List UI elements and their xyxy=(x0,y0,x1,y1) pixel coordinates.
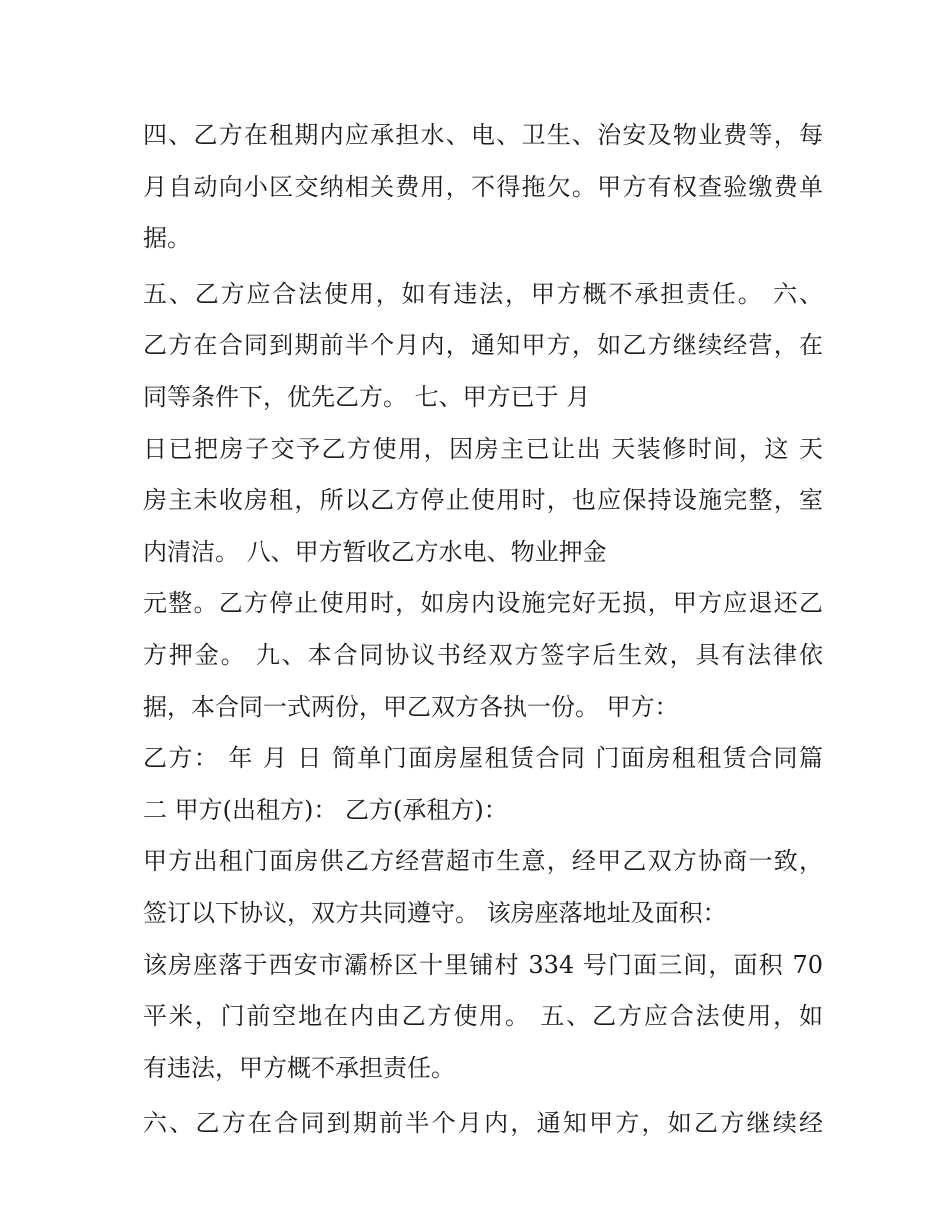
text-line: 五、乙方应合法使用，如有违法，甲方概不承担责任。 六、 xyxy=(143,279,823,308)
text-line: 二 甲方(出租方)： 乙方(承租方)： xyxy=(143,795,508,824)
text-line: 据，本合同一式两份，甲乙双方各执一份。 甲方： xyxy=(143,692,679,721)
text-line: 四、乙方在租期内应承担水、电、卫生、治安及物业费等，每 xyxy=(143,121,823,149)
text-line: 方押金。 九、本合同协议书经双方签字后生效，具有法律依 xyxy=(143,640,823,669)
text-line: 乙方： 年 月 日 简单门面房屋租赁合同 门面房租租赁合同篇 xyxy=(143,744,823,773)
text-line: 据。 xyxy=(143,224,191,253)
text-line: 平米，门前空地在内由乙方使用。 五、乙方应合法使用，如 xyxy=(143,1002,823,1031)
text-line: 房主未收房租，所以乙方停止使用时，也应保持设施完整，室 xyxy=(143,486,823,515)
text-line: 甲方出租门面房供乙方经营超市生意，经甲乙双方协商一致， xyxy=(143,847,823,876)
text-line: 元整。乙方停止使用时，如房内设施完好无损，甲方应退还乙 xyxy=(143,589,823,618)
text-line: 该房座落于西安市灞桥区十里铺村 334 号门面三间，面积 70 xyxy=(143,950,823,979)
text-line: 有违法，甲方概不承担责任。 xyxy=(143,1053,455,1082)
text-line: 月自动向小区交纳相关费用，不得拖欠。甲方有权查验缴费单 xyxy=(143,172,823,201)
text-line: 日已把房子交予乙方使用，因房主已让出 天装修时间，这 天 xyxy=(143,434,823,463)
text-line: 签订以下协议，双方共同遵守。 该房座落地址及面积： xyxy=(143,898,727,927)
text-line: 六、乙方在合同到期前半个月内，通知甲方，如乙方继续经 xyxy=(143,1109,823,1138)
document-body xyxy=(143,110,823,1150)
text-line: 乙方在合同到期前半个月内，通知甲方，如乙方继续经营，在 xyxy=(143,331,823,360)
text-line: 内清洁。 八、甲方暂收乙方水电、物业押金 xyxy=(143,537,607,566)
text-line: 同等条件下，优先乙方。 七、甲方已于 月 xyxy=(143,382,591,411)
